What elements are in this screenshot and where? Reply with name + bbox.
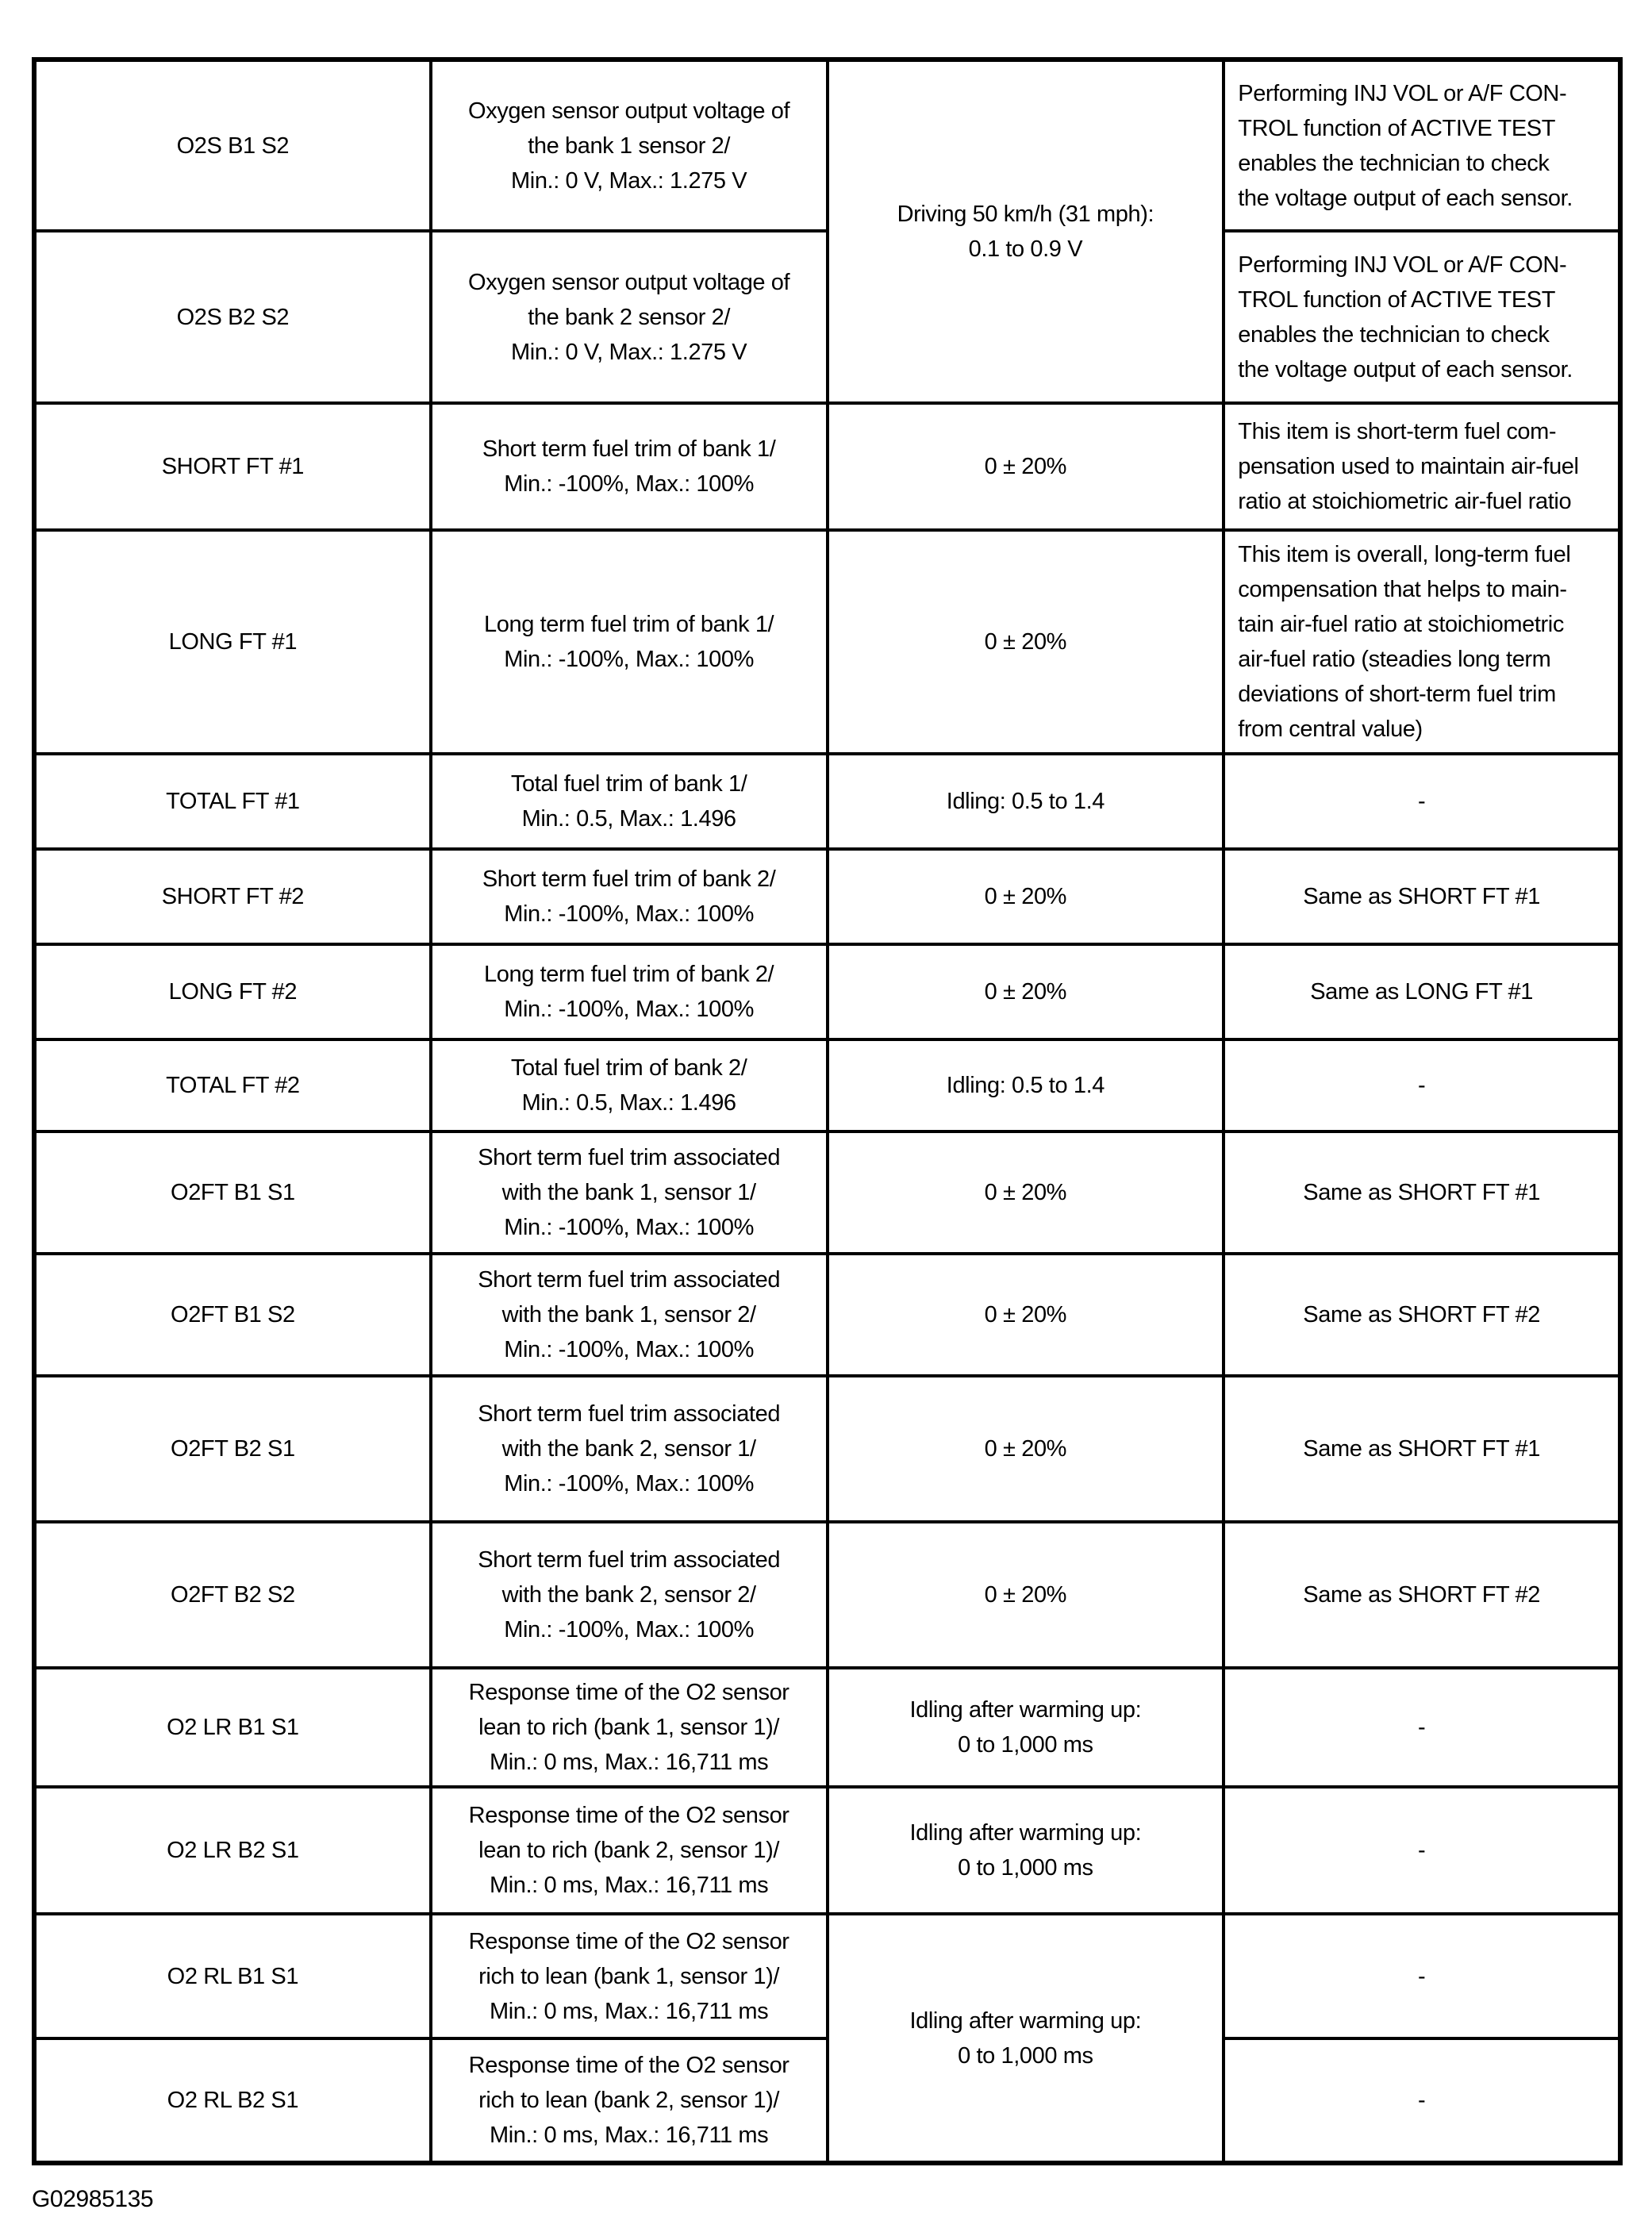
- measurement-cell: [431, 849, 828, 944]
- cell-text-line: Idling: 0.5 to 1.4: [946, 789, 1105, 814]
- cell-text-line: Response time of the O2 sensor: [468, 1803, 790, 1828]
- cell-text-line: compensation that helps to main-: [1238, 577, 1567, 602]
- item-cell: [34, 403, 431, 530]
- measurement-cell: [431, 1668, 828, 1787]
- cell-text-line: Total fuel trim of bank 1/: [510, 771, 747, 797]
- note-cell: [1224, 944, 1620, 1039]
- table-row: [34, 1039, 1620, 1131]
- item-cell: [34, 530, 431, 754]
- item-cell: [34, 60, 431, 231]
- table-row: [34, 1787, 1620, 1914]
- cell-text-line: from central value): [1238, 717, 1423, 742]
- cell-text-line: O2 RL B1 S1: [167, 1963, 299, 1989]
- note-cell: [1224, 1522, 1620, 1668]
- cell-text-line: Min.: -100%, Max.: 100%: [504, 1471, 755, 1496]
- cell-text-line: -: [1417, 2088, 1426, 2113]
- condition-cell: [828, 1914, 1224, 2163]
- note-cell: [1224, 849, 1620, 944]
- table-row: [34, 849, 1620, 944]
- cell-text-line: 0 ± 20%: [984, 979, 1067, 1005]
- table-row: [34, 1668, 1620, 1787]
- cell-text-line: Total fuel trim of bank 2/: [510, 1055, 747, 1081]
- cell-text-line: TOTAL FT #1: [166, 789, 300, 814]
- condition-cell: [828, 403, 1224, 530]
- cell-text-line: Min.: -100%, Max.: 100%: [504, 647, 755, 672]
- cell-text-line: This item is short-term fuel com-: [1238, 419, 1557, 444]
- condition-cell: [828, 1254, 1224, 1376]
- cell-text-line: Performing INJ VOL or A/F CON-: [1238, 252, 1567, 278]
- table-row: [34, 530, 1620, 754]
- cell-text-line: the voltage output of each sensor.: [1238, 185, 1573, 211]
- note-cell: [1224, 1376, 1620, 1522]
- cell-text-line: Idling: 0.5 to 1.4: [946, 1073, 1105, 1098]
- cell-text-line: 0 ± 20%: [984, 884, 1067, 909]
- item-cell: [34, 1131, 431, 1254]
- cell-text-line: 0 to 1,000 ms: [958, 1732, 1093, 1758]
- cell-text-line: Min.: -100%, Max.: 100%: [504, 1337, 755, 1362]
- note-cell: [1224, 2038, 1620, 2163]
- cell-text-line: Long term fuel trim of bank 2/: [484, 962, 774, 987]
- cell-text-line: Min.: 0.5, Max.: 1.496: [521, 1090, 736, 1116]
- cell-text-line: O2 LR B1 S1: [167, 1715, 299, 1740]
- cell-text-line: with the bank 1, sensor 1/: [501, 1180, 756, 1205]
- cell-text-line: Response time of the O2 sensor: [468, 1680, 790, 1705]
- cell-text-line: O2S B2 S2: [176, 304, 290, 330]
- cell-text-line: the voltage output of each sensor.: [1238, 356, 1573, 382]
- table-row: [34, 1254, 1620, 1376]
- cell-text-line: rich to lean (bank 1, sensor 1)/: [478, 1963, 780, 1989]
- cell-text-line: Min.: 0 V, Max.: 1.275 V: [511, 167, 747, 194]
- cell-text-line: 0.1 to 0.9 V: [968, 236, 1083, 262]
- note-cell: [1224, 1254, 1620, 1376]
- note-cell: [1224, 1039, 1620, 1131]
- measurement-cell: [431, 1914, 828, 2038]
- measurement-cell: [431, 231, 828, 403]
- cell-text-line: Performing INJ VOL or A/F CON-: [1238, 80, 1567, 106]
- cell-text-line: -: [1417, 1073, 1426, 1098]
- condition-cell: [828, 1039, 1224, 1131]
- cell-text-line: -: [1417, 1963, 1426, 1989]
- cell-text-line: Oxygen sensor output voltage of: [468, 98, 790, 124]
- table-row: [34, 1131, 1620, 1254]
- cell-text-line: with the bank 1, sensor 2/: [501, 1302, 756, 1327]
- cell-text-line: Min.: -100%, Max.: 100%: [504, 997, 755, 1022]
- cell-text-line: pensation used to maintain air-fuel: [1238, 454, 1579, 479]
- figure-code: G02985135: [32, 2186, 154, 2212]
- note-cell: [1224, 530, 1620, 754]
- cell-text-line: Min.: 0 V, Max.: 1.275 V: [511, 339, 747, 365]
- cell-text-line: O2FT B1 S2: [171, 1302, 295, 1327]
- note-cell: [1224, 231, 1620, 403]
- cell-text-line: Response time of the O2 sensor: [468, 1928, 790, 1954]
- condition-cell: [828, 1522, 1224, 1668]
- cell-text-line: O2FT B2 S1: [171, 1436, 295, 1462]
- cell-text-line: 0 ± 20%: [984, 1302, 1067, 1327]
- measurement-cell: [431, 1254, 828, 1376]
- item-cell: [34, 1787, 431, 1914]
- table-row: [34, 1914, 1620, 2038]
- cell-text-line: Driving 50 km/h (31 mph):: [897, 202, 1154, 227]
- cell-text-line: SHORT FT #2: [161, 884, 305, 909]
- cell-text-line: Short term fuel trim associated: [478, 1267, 781, 1293]
- cell-text-line: enables the technician to check: [1238, 150, 1550, 176]
- measurement-cell: [431, 1039, 828, 1131]
- cell-text-line: tain air-fuel ratio at stoichiometric: [1238, 612, 1564, 637]
- cell-text-line: 0 to 1,000 ms: [958, 2042, 1093, 2069]
- note-cell: [1224, 403, 1620, 530]
- cell-text-line: Min.: -100%, Max.: 100%: [504, 471, 755, 497]
- cell-text-line: Same as LONG FT #1: [1310, 979, 1533, 1005]
- measurement-cell: [431, 1131, 828, 1254]
- cell-text-line: Min.: 0 ms, Max.: 16,711 ms: [489, 1750, 769, 1775]
- condition-cell: [828, 60, 1224, 403]
- measurement-cell: [431, 2038, 828, 2163]
- cell-text-line: Min.: -100%, Max.: 100%: [504, 901, 755, 927]
- condition-cell: [828, 1131, 1224, 1254]
- cell-text-line: TROL function of ACTIVE TEST: [1238, 286, 1556, 313]
- cell-text-line: deviations of short-term fuel trim: [1238, 682, 1556, 707]
- cell-text-line: Idling after warming up:: [909, 1697, 1142, 1723]
- cell-text-line: TOTAL FT #2: [166, 1073, 300, 1098]
- condition-cell: [828, 530, 1224, 754]
- measurement-cell: [431, 1787, 828, 1914]
- measurement-cell: [431, 403, 828, 530]
- table-row: [34, 60, 1620, 231]
- measurement-cell: [431, 944, 828, 1039]
- note-cell: [1224, 1787, 1620, 1914]
- measurement-cell: [431, 1522, 828, 1668]
- measurement-cell: [431, 754, 828, 849]
- cell-text-line: SHORT FT #1: [161, 454, 305, 479]
- cell-text-line: O2 LR B2 S1: [167, 1838, 299, 1863]
- note-cell: [1224, 1914, 1620, 2038]
- cell-text-line: 0 ± 20%: [984, 629, 1067, 655]
- cell-text-line: 0 to 1,000 ms: [958, 1855, 1093, 1881]
- cell-text-line: -: [1417, 1838, 1426, 1863]
- measurement-cell: [431, 1376, 828, 1522]
- note-cell: [1224, 60, 1620, 231]
- cell-text-line: with the bank 2, sensor 1/: [501, 1436, 756, 1462]
- cell-text-line: the bank 1 sensor 2/: [528, 133, 731, 159]
- cell-text-line: Response time of the O2 sensor: [468, 2053, 790, 2078]
- cell-text-line: enables the technician to check: [1238, 321, 1550, 348]
- cell-text-line: Same as SHORT FT #1: [1303, 884, 1540, 909]
- table-body: [34, 60, 1620, 2163]
- cell-text-line: 0 ± 20%: [984, 1436, 1067, 1462]
- condition-cell: [828, 1376, 1224, 1522]
- cell-text-line: Short term fuel trim of bank 2/: [482, 866, 776, 892]
- condition-cell: [828, 944, 1224, 1039]
- table-row: [34, 754, 1620, 849]
- cell-text-line: This item is overall, long-term fuel: [1238, 542, 1571, 567]
- cell-text-line: air-fuel ratio (steadies long term: [1238, 647, 1551, 672]
- item-cell: [34, 1376, 431, 1522]
- item-cell: [34, 944, 431, 1039]
- table-row: [34, 944, 1620, 1039]
- cell-text-line: Min.: -100%, Max.: 100%: [504, 1617, 755, 1642]
- cell-text-line: lean to rich (bank 2, sensor 1)/: [478, 1838, 780, 1863]
- cell-text-line: Short term fuel trim associated: [478, 1547, 781, 1573]
- cell-text-line: Min.: 0 ms, Max.: 16,711 ms: [489, 2123, 769, 2148]
- cell-text-line: 0 ± 20%: [984, 454, 1067, 479]
- item-cell: [34, 754, 431, 849]
- cell-text-line: LONG FT #1: [168, 629, 298, 655]
- cell-text-line: Min.: -100%, Max.: 100%: [504, 1215, 755, 1240]
- table-row: [34, 1522, 1620, 1668]
- cell-text-line: lean to rich (bank 1, sensor 1)/: [478, 1715, 780, 1740]
- cell-text-line: LONG FT #2: [168, 979, 298, 1005]
- cell-text-line: Idling after warming up:: [909, 1820, 1142, 1846]
- condition-cell: [828, 754, 1224, 849]
- cell-text-line: -: [1417, 1715, 1426, 1740]
- cell-text-line: Min.: 0 ms, Max.: 16,711 ms: [489, 1873, 769, 1898]
- cell-text-line: Short term fuel trim of bank 1/: [482, 436, 776, 462]
- diagnostic-data-table: [32, 57, 1623, 2165]
- item-cell: [34, 1039, 431, 1131]
- note-cell: [1224, 1668, 1620, 1787]
- cell-text-line: O2 RL B2 S1: [167, 2088, 299, 2113]
- note-cell: [1224, 754, 1620, 849]
- item-cell: [34, 1254, 431, 1376]
- measurement-cell: [431, 530, 828, 754]
- cell-text-line: 0 ± 20%: [984, 1582, 1067, 1608]
- cell-text-line: Same as SHORT FT #1: [1303, 1180, 1540, 1205]
- note-cell: [1224, 1131, 1620, 1254]
- item-cell: [34, 1522, 431, 1668]
- cell-text-line: Short term fuel trim associated: [478, 1401, 781, 1427]
- cell-text-line: the bank 2 sensor 2/: [528, 304, 731, 330]
- cell-text-line: Short term fuel trim associated: [478, 1145, 781, 1170]
- cell-text-line: O2FT B1 S1: [171, 1180, 295, 1205]
- cell-text-line: ratio at stoichiometric air-fuel ratio: [1238, 489, 1572, 514]
- cell-text-line: with the bank 2, sensor 2/: [501, 1582, 756, 1608]
- condition-cell: [828, 849, 1224, 944]
- cell-text-line: Idling after warming up:: [909, 2007, 1142, 2034]
- table-row: [34, 1376, 1620, 1522]
- cell-text-line: 0 ± 20%: [984, 1180, 1067, 1205]
- measurement-cell: [431, 60, 828, 231]
- item-cell: [34, 231, 431, 403]
- table-row: [34, 403, 1620, 530]
- cell-text-line: Same as SHORT FT #1: [1303, 1436, 1540, 1462]
- condition-cell: [828, 1668, 1224, 1787]
- cell-text-line: Min.: 0 ms, Max.: 16,711 ms: [489, 1998, 769, 2024]
- cell-text-line: rich to lean (bank 2, sensor 1)/: [478, 2088, 780, 2113]
- item-cell: [34, 1668, 431, 1787]
- cell-text-line: Same as SHORT FT #2: [1303, 1302, 1540, 1327]
- cell-text-line: TROL function of ACTIVE TEST: [1238, 115, 1556, 141]
- cell-text-line: Long term fuel trim of bank 1/: [484, 612, 774, 637]
- cell-text-line: Oxygen sensor output voltage of: [468, 269, 790, 295]
- item-cell: [34, 2038, 431, 2163]
- cell-text-line: O2FT B2 S2: [171, 1582, 295, 1608]
- item-cell: [34, 849, 431, 944]
- item-cell: [34, 1914, 431, 2038]
- cell-text-line: Min.: 0.5, Max.: 1.496: [521, 806, 736, 832]
- cell-text-line: -: [1417, 789, 1426, 814]
- condition-cell: [828, 1787, 1224, 1914]
- cell-text-line: O2S B1 S2: [176, 133, 290, 159]
- cell-text-line: Same as SHORT FT #2: [1303, 1582, 1540, 1608]
